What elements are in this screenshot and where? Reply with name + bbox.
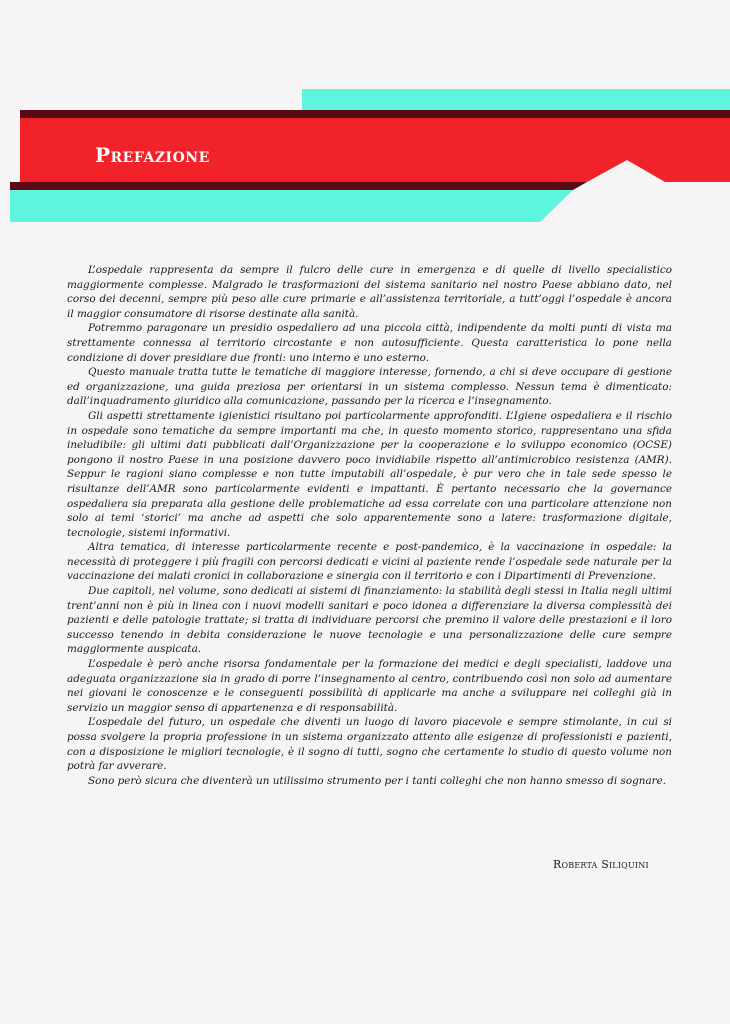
paragraph: Potremmo paragonare un presidio ospedaliero ad una piccola città, indipendente da molti punti di vista ma strettamente connessa al territorio circostante e non autosufficiente. Questa caratteristica lo pone nella condizione di dover presidiare due fronti: uno interno e uno esterno. bbox=[67, 322, 672, 364]
paragraph: Gli aspetti strettamente igienistici risultano poi particolarmente approfonditi. L’Igiene ospedaliera e il rischio in ospedale sono tematiche da sempre importanti ma che, in questo momento storico, rappresentano una sfida ineludibile: gli ultimi dati pubblicati dall’Organizzazione per la cooperazione e lo sviluppo economico (OCSE) pongono il nostro Paese in una posizione davvero poco invidiabile rispetto all’antimicrobico resistenza (AMR). Seppur le ragioni siano complesse e non tutte imputabili all’ospedale, è pur vero che in tale sede spesso le risultanze dell’AMR sono particolarmente evidenti e impattanti. È pertanto necessario che la governance ospedaliera sia preparata alla gestione delle problematiche ad essa correlate con una particolare attenzione non solo ai temi ‘storici’ ma anche ad aspetti che solo apparentemente sono a latere: trasformazione digitale, tecnologie, sistemi informativi. bbox=[67, 409, 672, 539]
paragraph: Sono però sicura che diventerà un utilissimo strumento per i tanti colleghi che non hanno smesso di sognare. bbox=[88, 774, 667, 787]
paragraph: Altra tematica, di interesse particolarmente recente e post-pandemico, è la vaccinazione in ospedale: la necessità di proteggere i più fragili con percorsi dedicati e vicini al paziente rende l’ospedale sede naturale per la vaccinazione dei malati cronici in collaborazione e sinergia con il territorio e con i Dipartimenti di Prevenzione. bbox=[67, 541, 672, 583]
banner-maroon-top bbox=[20, 110, 730, 118]
banner-teal-top bbox=[302, 89, 730, 110]
paragraph: L’ospedale è però anche risorsa fondamentale per la formazione dei medici e degli specialisti, laddove una adeguata organizzazione sia in grado di porre l’insegnamento al centro, contribuendo così non solo ad aumentare nei giovani le conoscenze e le conseguenti possibilità di applicarle ma anche a sviluppare nei colleghi già in servizio un maggior senso di appartenenza e di responsabilità. bbox=[67, 658, 672, 714]
header-banner bbox=[0, 0, 730, 230]
banner-maroon-bottom bbox=[10, 182, 587, 190]
banner-teal-bottom bbox=[10, 190, 573, 222]
paragraph: Due capitoli, nel volume, sono dedicati ai sistemi di finanziamento: la stabilità degli stessi in Italia negli ultimi trent’anni non è più in linea con i nuovi modelli sanitari e poco idonea a differenziare la diversa complessità dei pazienti e delle patologie trattate; si tratta di individuare percorsi che premino il valore delle prestazioni e il loro successo tenendo in debita considerazione le nuove tecnologie e una personalizzazione delle cure sempre maggiormente auspicata. bbox=[67, 585, 672, 656]
page-title: Prefazione bbox=[95, 143, 210, 167]
paragraph: Questo manuale tratta tutte le tematiche di maggiore interesse, fornendo, a chi si deve occupare di gestione ed organizzazione, una guida preziosa per orientarsi in un sistema complesso. Nessun tema è dimenticato: dall’inquadramento giuridico alla comunicazione, passando per la ricerca e l’insegnamento. bbox=[67, 366, 672, 408]
author-signature: Roberta Siliquini bbox=[553, 858, 649, 871]
paragraph: L’ospedale del futuro, un ospedale che diventi un luogo di lavoro piacevole e sempre stimolante, in cui si possa svolgere la propria professione in un sistema organizzato attento alle esigenze di professionisti e pazienti, con a disposizione le migliori tecnologie, è il sogno di tutti, sogno che certamente lo studio di questo volume non potrà far avverare. bbox=[67, 716, 672, 773]
paragraph: L’ospedale rappresenta da sempre il fulcro delle cure in emergenza e di quelle di livello specialistico maggiormente complesse. Malgrado le trasformazioni del sistema sanitario nel nostro Paese abbiano dato, nel corso dei decenni, sempre più peso alle cure primarie e all’assistenza territoriale, a tutt’oggi l’ospedale è ancora il maggior consumatore di risorse destinate alla sanità. bbox=[67, 264, 672, 320]
preface-text bbox=[67, 263, 672, 788]
